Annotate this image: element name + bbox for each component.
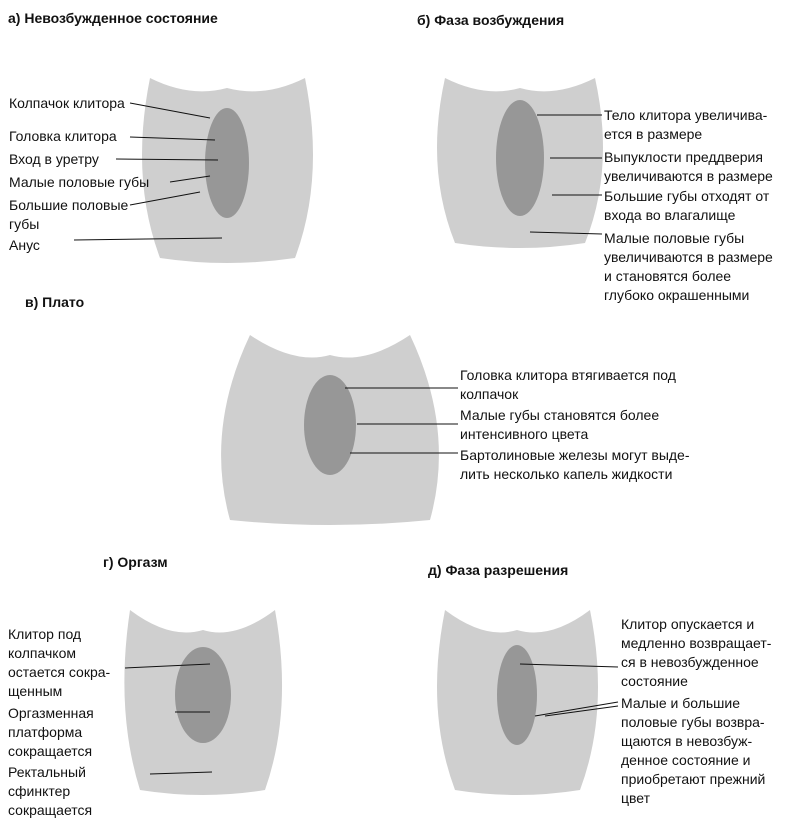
label-labia-majora: Большие половые губы — [9, 197, 129, 232]
label-vestibular-bulbs-enlarge: Выпуклости преддверия увеличиваются в размере — [604, 149, 773, 184]
heading-plateau: в) Плато — [25, 294, 85, 310]
label-glans-retracts: Головка клитора втягивается под колпачок — [460, 367, 676, 402]
label-labia-color: Малые губы становятся более интенсивного цвета — [460, 407, 660, 442]
label-labia-minora-enlarge: Малые половые губы увеличиваются в размере и становятся более глубоко окрашенными — [604, 230, 773, 303]
label-orgasmic-platform: Оргазменная платформа сокращается — [8, 705, 94, 759]
label-labia-majora-separate: Большие губы отходят от входа во влагалище — [604, 188, 770, 223]
label-clitoral-hood: Колпачок клитора — [9, 95, 125, 111]
label-clitoris-returns: Клитор опускается и медленно возвращает- ся в невозбужденное состояние — [621, 616, 772, 689]
figure-resolution — [425, 600, 610, 800]
figure-orgasm — [115, 600, 290, 800]
figure-excitement — [425, 68, 615, 253]
label-urethral-opening: Вход в уретру — [9, 151, 99, 167]
label-rectal-sphincter: Ректальный сфинктер сокращается — [8, 764, 93, 818]
label-glans-clitoris: Головка клитора — [9, 128, 117, 144]
heading-resolution: д) Фаза разрешения — [428, 562, 569, 578]
label-labia-return: Малые и большие половые губы возвра- щаются в невозбуж- денное состояние и приобретают прежний цвет — [621, 695, 766, 806]
label-clitoris-retracted: Клитор под колпачком остается сокра- щенным — [8, 626, 111, 699]
label-labia-minora: Малые половые губы — [9, 174, 150, 190]
label-anus: Анус — [9, 237, 40, 253]
label-clitoral-body-enlarges: Тело клитора увеличива- ется в размере — [604, 107, 768, 142]
heading-orgasm: г) Оргазм — [103, 554, 168, 570]
figure-unaroused — [130, 68, 325, 268]
heading-unaroused: а) Невозбужденное состояние — [8, 10, 218, 26]
label-bartholin-glands: Бартолиновые железы могут выде- лить несколько капель жидкости — [460, 447, 690, 482]
figure-plateau — [205, 330, 455, 530]
heading-excitement: б) Фаза возбуждения — [417, 12, 565, 28]
